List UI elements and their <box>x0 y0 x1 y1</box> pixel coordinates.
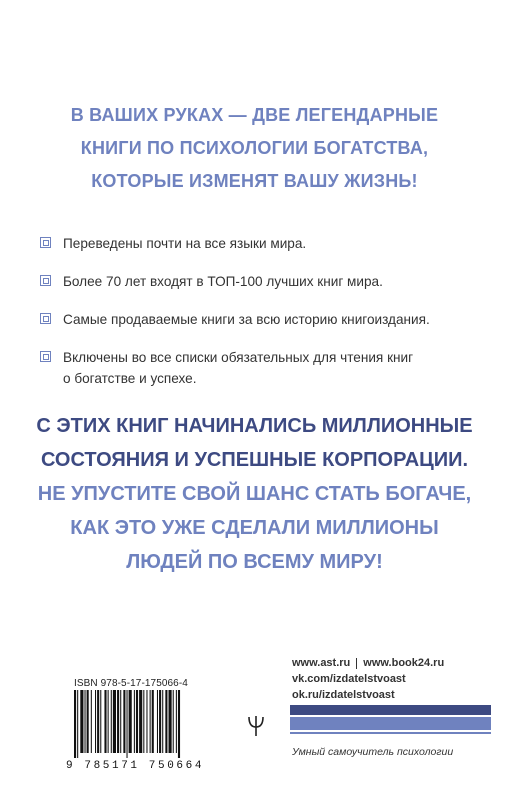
list-item <box>40 271 500 292</box>
closing-line: КАК ЭТО УЖЕ СДЕЛАЛИ МИЛЛИОНЫ <box>70 517 439 539</box>
publisher-ok: ok.ru/izdatelstvoast <box>292 689 395 701</box>
publisher-vk: vk.com/izdatelstvoast <box>292 673 406 685</box>
barcode <box>74 690 224 758</box>
square-bullet-icon <box>40 275 51 286</box>
closing-line: С ЭТИХ КНИГ НАЧИНАЛИСЬ МИЛЛИОННЫЕ <box>36 415 473 437</box>
publisher-site-link: www.ast.ru <box>292 657 351 669</box>
divider <box>356 658 357 669</box>
list-item <box>40 309 500 330</box>
isbn-label: ISBN 978-5-17-175066-4 <box>74 678 188 689</box>
publisher-info <box>292 655 492 703</box>
psi-logo-icon <box>248 715 264 737</box>
closing-line: СОСТОЯНИЯ И УСПЕШНЫЕ КОРПОРАЦИИ. <box>40 449 469 471</box>
list-item-text: Более 70 лет входят в ТОП-100 лучших книг мира. <box>63 274 383 289</box>
closing-statement <box>0 409 509 579</box>
square-bullet-icon <box>40 313 51 324</box>
headline-line: КНИГИ ПО ПСИХОЛОГИИ БОГАТСТВА, <box>80 138 429 158</box>
closing-line: НЕ УПУСТИТЕ СВОЙ ШАНС СТАТЬ БОГАЧЕ, <box>37 483 472 505</box>
list-item-text: Включены во все списки обязательных для чтения книг <box>63 350 414 365</box>
square-bullet-icon <box>40 237 51 248</box>
list-item <box>40 233 500 254</box>
square-bullet-icon <box>40 351 51 362</box>
series-stripe <box>290 717 491 730</box>
headline-line: В ВАШИХ РУКАХ — ДВЕ ЛЕГЕНДАРНЫЕ <box>70 105 439 125</box>
headline <box>0 99 509 198</box>
closing-line: ЛЮДЕЙ ПО ВСЕМУ МИРУ! <box>126 551 383 573</box>
list-item <box>40 347 500 389</box>
feature-list <box>40 233 500 406</box>
list-item-text: Самые продаваемые книги за всю историю книгоиздания. <box>63 312 430 327</box>
series-stripe <box>290 705 491 715</box>
series-stripe <box>290 732 491 734</box>
list-item-text: о богатстве и успехе. <box>63 371 197 386</box>
publisher-site-link: www.book24.ru <box>363 657 445 669</box>
headline-line: КОТОРЫЕ ИЗМЕНЯТ ВАШУ ЖИЗНЬ! <box>91 171 418 191</box>
list-item-text: Переведены почти на все языки мира. <box>63 236 307 251</box>
barcode-digits: 9 785171 750664 <box>66 760 205 772</box>
series-name: Умный самоучитель психологии <box>292 746 454 758</box>
